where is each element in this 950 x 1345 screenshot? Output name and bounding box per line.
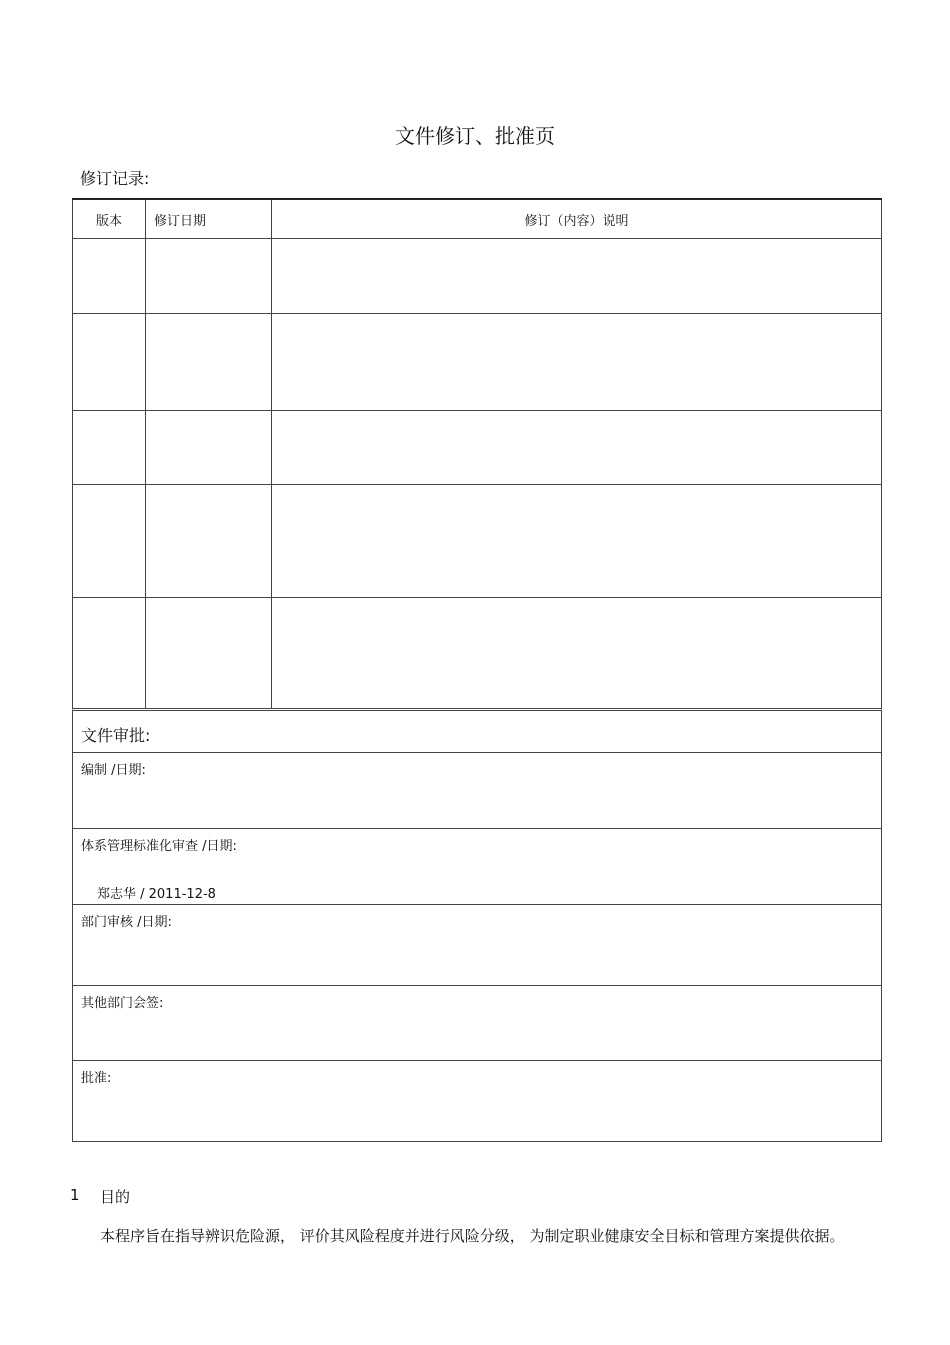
table-row [73,239,882,314]
cell-description [272,598,882,709]
cell-date [146,411,272,485]
revision-table-header [73,199,882,239]
cell-description [272,314,882,411]
page-title: 文件修订、批准页 [395,124,555,148]
standard-review-signature: 郑志华 / 2011-12-8 [97,887,216,902]
table-row [73,598,882,709]
section-title: 目的 [100,1188,131,1206]
table-row [73,411,882,485]
standard-review-row [73,829,881,905]
cell-date [146,239,272,314]
section-number: 1 [70,1186,80,1204]
revision-table [72,198,882,709]
other-dept-row [73,986,881,1061]
cell-date [146,598,272,709]
other-dept-countersign-label: 其他部门会签: [81,996,164,1011]
cell-version [73,598,146,709]
standard-review-label: 体系管理标准化审查 /日期: [81,839,237,854]
approval-heading-row [73,711,881,753]
compile-date-label: 编制 /日期: [81,763,146,778]
cell-description [272,239,882,314]
dept-review-label: 部门审核 /日期: [81,915,172,930]
cell-date [146,314,272,411]
header-revision-date: 修订日期 [146,199,272,239]
table-row [73,314,882,411]
cell-date [146,485,272,598]
cell-version [73,239,146,314]
compile-row [73,753,881,829]
cell-version [73,485,146,598]
cell-description [272,411,882,485]
table-row [73,485,882,598]
approval-heading: 文件审批: [81,726,151,745]
header-version: 版本 [73,199,146,239]
approval-block [72,708,882,1142]
approve-row [73,1061,881,1139]
cell-version [73,314,146,411]
dept-review-row [73,905,881,986]
approve-label: 批准: [81,1071,112,1086]
revision-record-label: 修订记录: [80,169,150,188]
section-body-paragraph: 本程序旨在指导辨识危险源， 评价其风险程度并进行风险分级， 为制定职业健康安全目标和管理方案提供依据。 [100,1227,845,1245]
cell-description [272,485,882,598]
cell-version [73,411,146,485]
header-revision-description: 修订（内容）说明 [272,199,882,239]
